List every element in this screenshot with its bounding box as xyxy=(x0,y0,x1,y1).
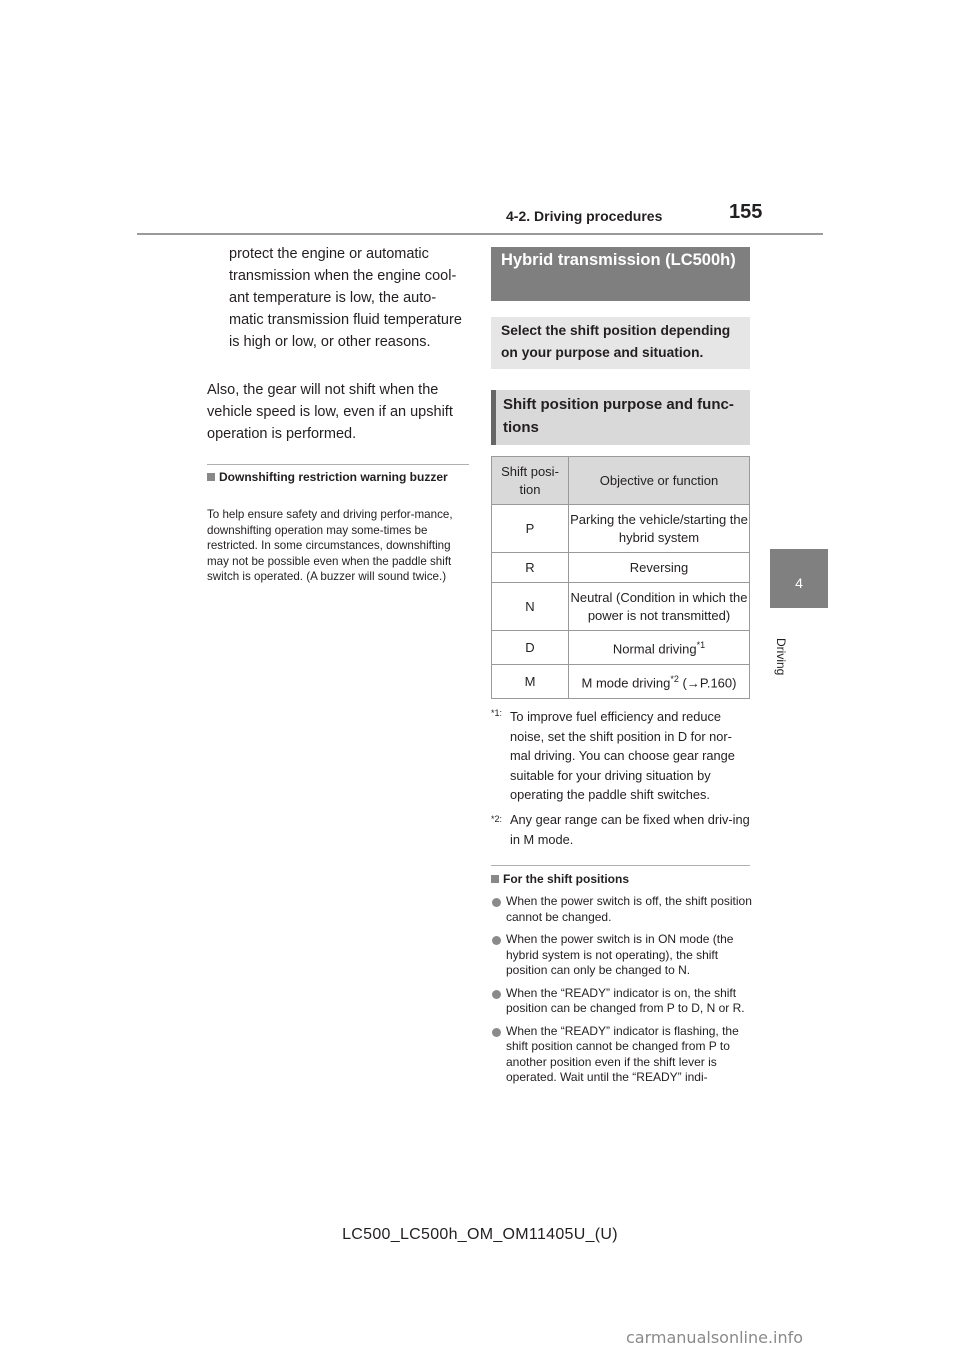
upshift-paragraph: Also, the gear will not shift when the vehicle speed is low, even if an upshift operation is performed. xyxy=(207,382,453,442)
bullet-dot-icon xyxy=(492,936,501,945)
function-cell: Reversing xyxy=(569,553,750,583)
downshift-subsection-text: To help ensure safety and driving perfor-mance, downshifting operation may some-times be restricted. In some circumstances, downshifting may not be possible even when the paddle shift switch is operated. (A buzzer will sound twice.) xyxy=(207,508,453,583)
subsection-divider xyxy=(491,865,750,866)
footnote-ref: *1 xyxy=(696,640,706,651)
position-cell: R xyxy=(492,553,569,583)
shift-heading: Shift position purpose and func-tions xyxy=(503,396,734,436)
list-item-text: When the “READY” indicator is on, the shift position can be changed from P to D, N or R. xyxy=(506,985,745,1015)
table-row xyxy=(492,553,750,583)
position-cell: D xyxy=(492,631,569,665)
square-bullet-icon xyxy=(491,875,499,883)
table-row xyxy=(492,583,750,631)
downshift-title-text: Downshifting restriction warning buzzer xyxy=(219,470,448,484)
function-cell xyxy=(569,665,750,699)
watermark: carmanualsonline.info xyxy=(626,1328,804,1347)
footnote-mark xyxy=(491,810,502,833)
footnote-mark xyxy=(491,704,502,727)
page-number: 155 xyxy=(729,201,763,223)
list-item xyxy=(491,894,753,925)
list-item-text: When the “READY” indicator is flashing, the shift position cannot be changed from P to another position even if the shift lever is operated. Wait until the “READY” indi- xyxy=(506,1023,739,1084)
bullet-dot-icon xyxy=(492,898,501,907)
table-header: Objective or function xyxy=(569,457,750,505)
document-id: LC500_LC500h_OM_OM11405U_(U) xyxy=(342,1226,618,1243)
chapter-number: 4 xyxy=(795,575,803,591)
subsection-divider xyxy=(207,464,469,465)
list-item-text: When the power switch is in ON mode (the hybrid system is not operating), the shift position can only be changed to N. xyxy=(506,932,734,977)
shift-positions-title-text: For the shift positions xyxy=(503,872,629,886)
shift-heading-accent xyxy=(491,390,496,445)
footnote-text: Any gear range can be fixed when driv-ing in M mode. xyxy=(510,812,750,847)
bullet-dot-icon xyxy=(492,990,501,999)
table-row xyxy=(492,631,750,665)
table-row xyxy=(492,665,750,699)
table-header-row xyxy=(492,457,750,505)
footnote-ref: *2 xyxy=(670,674,679,685)
footnote-mark-text: *2: xyxy=(491,814,503,824)
table-row xyxy=(492,505,750,553)
list-item xyxy=(491,986,753,1017)
shift-position-table xyxy=(491,456,750,699)
chapter-label: Driving xyxy=(774,638,788,676)
function-text: Normal driving xyxy=(612,641,697,657)
list-item xyxy=(491,1024,753,1086)
page-reference: (→P.160) xyxy=(682,675,737,691)
bullet-list xyxy=(491,894,753,1093)
function-cell: Neutral (Condition in which the power is not transmitted) xyxy=(569,583,750,631)
header-divider xyxy=(137,233,823,235)
position-cell: M xyxy=(492,665,569,699)
function-text: M mode driving xyxy=(581,675,671,691)
footnote-text: To improve fuel efficiency and reduce noise, set the shift position in D for nor-mal driving. You can choose gear range suitable for your driving situation by operating the paddle shift switches. xyxy=(510,709,735,802)
bullet-dot-icon xyxy=(492,1028,501,1037)
square-bullet-icon xyxy=(207,473,215,481)
section-title: 4-2. Driving procedures xyxy=(506,208,663,224)
table-header: Shift posi-tion xyxy=(492,457,569,505)
function-cell xyxy=(569,631,750,665)
continued-text: protect the engine or automatic transmission when the engine cool-ant temperature is low, the auto-matic transmission fluid temperature is high or low, or other reasons. xyxy=(229,246,462,350)
shift-positions-subsection-title xyxy=(491,872,629,886)
downshift-subsection-title xyxy=(207,470,469,485)
hybrid-heading: Hybrid transmission (LC500h) xyxy=(501,251,736,269)
select-text: Select the shift position depending on your purpose and situation. xyxy=(501,323,731,360)
position-cell: N xyxy=(492,583,569,631)
footnote-mark-text: *1: xyxy=(491,708,503,718)
position-cell: P xyxy=(492,505,569,553)
list-item-text: When the power switch is off, the shift position cannot be changed. xyxy=(506,894,752,924)
function-cell: Parking the vehicle/starting the hybrid system xyxy=(569,505,750,553)
list-item xyxy=(491,932,753,979)
